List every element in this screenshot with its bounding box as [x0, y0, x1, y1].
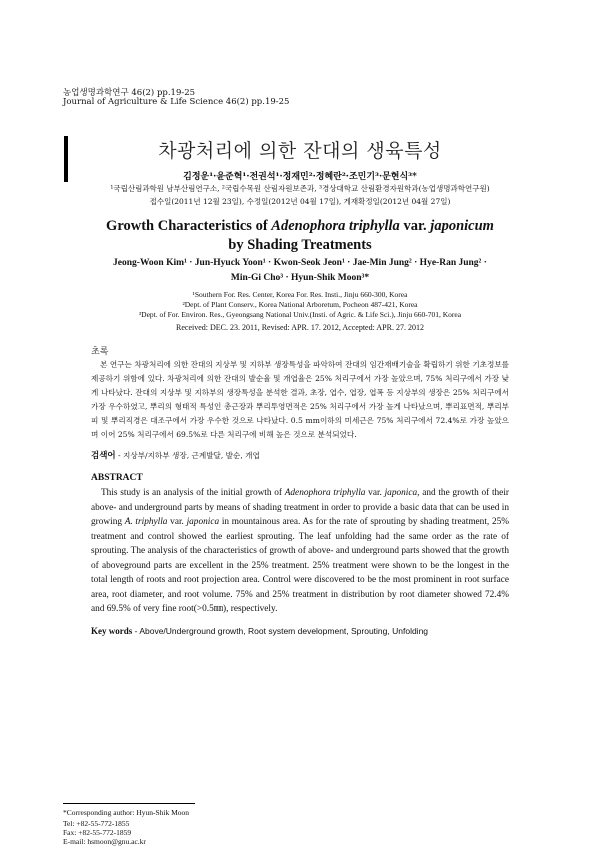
- korean-abstract-body: 본 연구는 차광처리에 의한 잔대의 지상부 및 지하부 생장특성을 파악하여 잔대의 임간재배기술을 확립하기 위한 기초정보를 제공하기 위함에 있다. 차광처리에 의한 잔대의 발순율 및 개엽율은 25% 처리구에서 가장 높았으며, 75% 처리구에서 가장 낮게 나타났다. 잔대의 지상부 및 지하부의 생장특성을 분석한 결과, 초장, 엽수, 엽장, 엽폭 등 지상부의 생장은 25% 처리구에서 가장 우수하였고, 뿌리의 형태적 특성인 총근장과 뿌리투영면적은 25% 처리구에서 가장 높게 나타났으며, 뿌리표면적, 뿌리부피 및 뿌리직경은 대조구에서 가장 우수한 것으로 나타났다. 0.5 mm이하의 미세근은 75% 처리구에서 72.4%로 가장 높았으며 이어 25% 처리구에서 69.5%로 다른 처리구에 비해 높은 것으로 분석되었다.: [91, 360, 509, 439]
- korean-keywords: 검색어 - 지상부/지하부 생장, 근계발달, 발순, 개엽: [91, 451, 260, 461]
- korean-affiliations: ¹국립산림과학원 남부산림연구소, ²국립수목원 산림자원보존과, ³경상대학교 산림환경자원학과(농업생명과학연구원): [110, 184, 490, 193]
- korean-title: 차광처리에 의한 잔대의 생육특성: [158, 140, 442, 162]
- english-abstract-heading: ABSTRACT: [91, 473, 143, 483]
- english-affiliation-2: ²Dept. of Plant Conserv., Korea National Arboretum, Pocheon 487-421, Korea: [182, 300, 418, 309]
- english-affiliation-1: ¹Southern For. Res. Center, Korea For. Res. Insti., Jinju 660-300, Korea: [192, 290, 408, 299]
- received-dates: Received: DEC. 23. 2011, Revised: APR. 17. 2012, Accepted: APR. 27. 2012: [176, 323, 424, 332]
- footnote-rule: [63, 803, 195, 804]
- english-authors-line2: Min-Gi Cho³ · Hyun-Shik Moon³*: [230, 273, 370, 283]
- english-keywords: Key words - Above/Underground growth, Root system development, Sprouting, Unfolding: [91, 626, 429, 636]
- korean-dates: 접수일(2011년 12월 23일), 수정일(2012년 04월 17일), 게재확정일(2012년 04월 27일): [149, 197, 451, 206]
- footnote-tel: Tel: +82-55-772-1855: [63, 819, 130, 828]
- english-abstract-body: This study is an analysis of the initial growth of Adenophora triphylla var. japonica, and the growth of their above- and underground parts by means of shading treatment in order to provide a basic data that can be used in growing A. triphylla var. japonica in mountainous area. As for the rate of sprouting by shading treatment, 25% treatment and control showed the earliest sprouting. The leaf unfolding had the same order as the rate of sprouting. The analysis of the characteristics of growth of above- and underground parts showed that the growth of aboveground parts are excellent in the 25% treatment. 25% treatment were shown to be the longest in the total length of roots and root projection area. Control were discovered to be the most prominent in root surface area, root diameter, and root volume. 75% and 25% treatment in distribution by root diameter showed 72.4% and 69.5% of very fine root(>0.5㎜), respectively.: [91, 488, 509, 614]
- journal-header-korean: 농업생명과학연구 46(2) pp.19-25: [63, 88, 196, 98]
- footnote-fax: Fax: +82-55-772-1859: [63, 828, 132, 837]
- english-authors-line1: Jeong-Woon Kim¹ · Jun-Hyuck Yoon¹ · Kwon-Seok Jeon¹ · Jae-Min Jung² · Hye-Ran Jung² ·: [113, 258, 487, 268]
- journal-header-english: Journal of Agriculture & Life Science 46(2) pp.19-25: [63, 97, 290, 107]
- english-title-line1: Growth Characteristics of Adenophora triphylla var. japonicum: [106, 218, 494, 234]
- english-affiliation-3: ³Dept. of For. Environ. Res., Gyeongsang National Univ.(Insti. of Agric. & Life Sci.), Jinju 660-701, Korea: [138, 310, 462, 319]
- footnote-corresponding: *Corresponding author: Hyun-Shik Moon: [63, 808, 190, 817]
- korean-authors: 김정운¹·윤준혁¹·전권석¹·정재민²·정혜란²·조민기³·문현식³*: [183, 172, 417, 182]
- footnote-email: E-mail: hsmoon@gnu.ac.kr: [63, 837, 146, 846]
- korean-abstract-heading: 초록: [91, 347, 109, 357]
- english-title-line2: by Shading Treatments: [228, 237, 372, 253]
